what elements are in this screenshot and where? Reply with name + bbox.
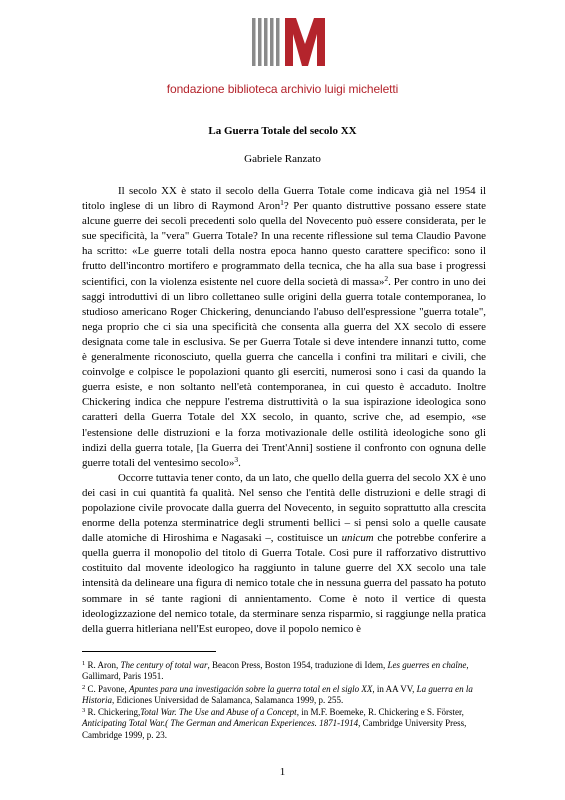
article-title: La Guerra Totale del secolo XX <box>208 125 357 137</box>
paragraph-1: Il secolo XX è stato il secolo della Guerra Totale come indicava già nel 1954 il titolo inglese di un libro di Raymond Aron$^1$? Per quanto distruttive possano essere state alcune guerre dei secoli precedenti solo quella del Novecento può essere considerata, per le sue specificità, la "vera" Guerra Totale? In una recente riflessione sul tema Claudio Pavone ha scritto: «Le guerre totali della nostra epoca hanno questo carattere specifico: sono il frutto dell'incontro mortifero e programmato della tecnica, che ha alla sua base i progressi scientifici, con la violenza esistente nel cuore della società di massa»$^2$. Per contro in uno dei saggi introduttivi di un libro collettaneo sulle origini della guerra totale contemporanea, lo studioso americano Roger Chickering, denunciando l'abuso dell'espressione "guerra totale", nega proprio che ci sia una specificità che consenta alla guerra del XX secolo di essere designata come tale in esclusiva. Se per Guerra Totale si deve intendere innanzi tutto, come è generalmente riconosciuto, quella guerra che cancella i confini tra militari e civili, che coinvolge e colpisce le popolazioni quanto gli eserciti, numerosi sono i casi da quando la guerra esiste, e non soltanto nell'età contemporanea, in cui questo è accaduto. Inoltre Chickering indica che neppure l'estrema distruttività o la sua ispirazione ideologica sono caratteri della Guerra Totale del XX secolo, in quanto, scrive che, ad esempio, «se l'estensione delle distruzioni e la forza motivazionale delle ostilità ideologiche sono gli indizi della guerra totale, [la Guerra dei Trent'Anni] sostiene il confronto con ognuna delle guerre totali del ventesimo secolo»$^3$. <box>82 185 486 469</box>
foundation-logo <box>252 14 332 70</box>
footnote-separator <box>82 651 216 652</box>
footnote-ref-2: 2 <box>384 273 389 283</box>
article-author: Gabriele Ranzato <box>244 153 321 165</box>
organization-name: fondazione biblioteca archivio luigi micheletti <box>166 82 399 96</box>
article-body <box>82 184 486 637</box>
footnote-ref-3: 3 <box>234 454 239 464</box>
footnote-2: $^2$ C. Pavone, Apuntes para una investigación sobre la guerra total en el siglo XX, in AA VV, La guerra en la Historia, Ediciones Universidad de Salamanca, Salamanca 1999, p. 255. <box>82 683 473 705</box>
footnote-1: $^1$ R. Aron, The century of total war, Beacon Press, Boston 1954, traduzione di Idem, Les guerres en chaîne, Gallimard, Paris 1951. <box>82 660 469 682</box>
footnotes <box>82 660 486 742</box>
page-number: 1 <box>279 766 286 778</box>
footnote-3: $^3$ R. Chickering,Total War. The Use and Abuse of a Concept, in M.F. Boemeke, R. Chickering e S. Förster, Anticipating Total War.( The German and American Experiences. 1871-1914, Cambridge University Press, Cambridge 1999, p. 23. <box>82 707 467 740</box>
paragraph-2: Occorre tuttavia tener conto, da un lato, che quello della guerra del secolo XX è uno dei casi in cui quantità fa qualità. Nel senso che l'entità delle distruzioni e delle stragi di popolazione civile provocate dalla guerra del Novecento, in seguito soprattutto alla crescita enorme della potenza sterminatrice degli strumenti bellici – si pensi solo a quelle causate dalle atomiche di Hiroshima e Nagasaki –, costituisce un unicum che potrebbe conferire a quella guerra il monopolio del titolo di Guerra Totale. Così pure il rafforzativo distruttivo costituito dal movente ideologico ha raggiunto in talune guerre del XX secolo una tale intensità da delineare una figura di nemico totale che in nessuna guerra del passato ha potuto sommare in sé tante ragioni di annientamento. Come è noto il vertice di questa ideologizzazione del nemico totale, da sterminare senza risparmio, si raggiunge nella pratica della guerra hitleriana nell'Est europeo, dove il popolo nemico è <box>82 471 486 635</box>
footnote-ref-1: 1 <box>280 198 284 208</box>
